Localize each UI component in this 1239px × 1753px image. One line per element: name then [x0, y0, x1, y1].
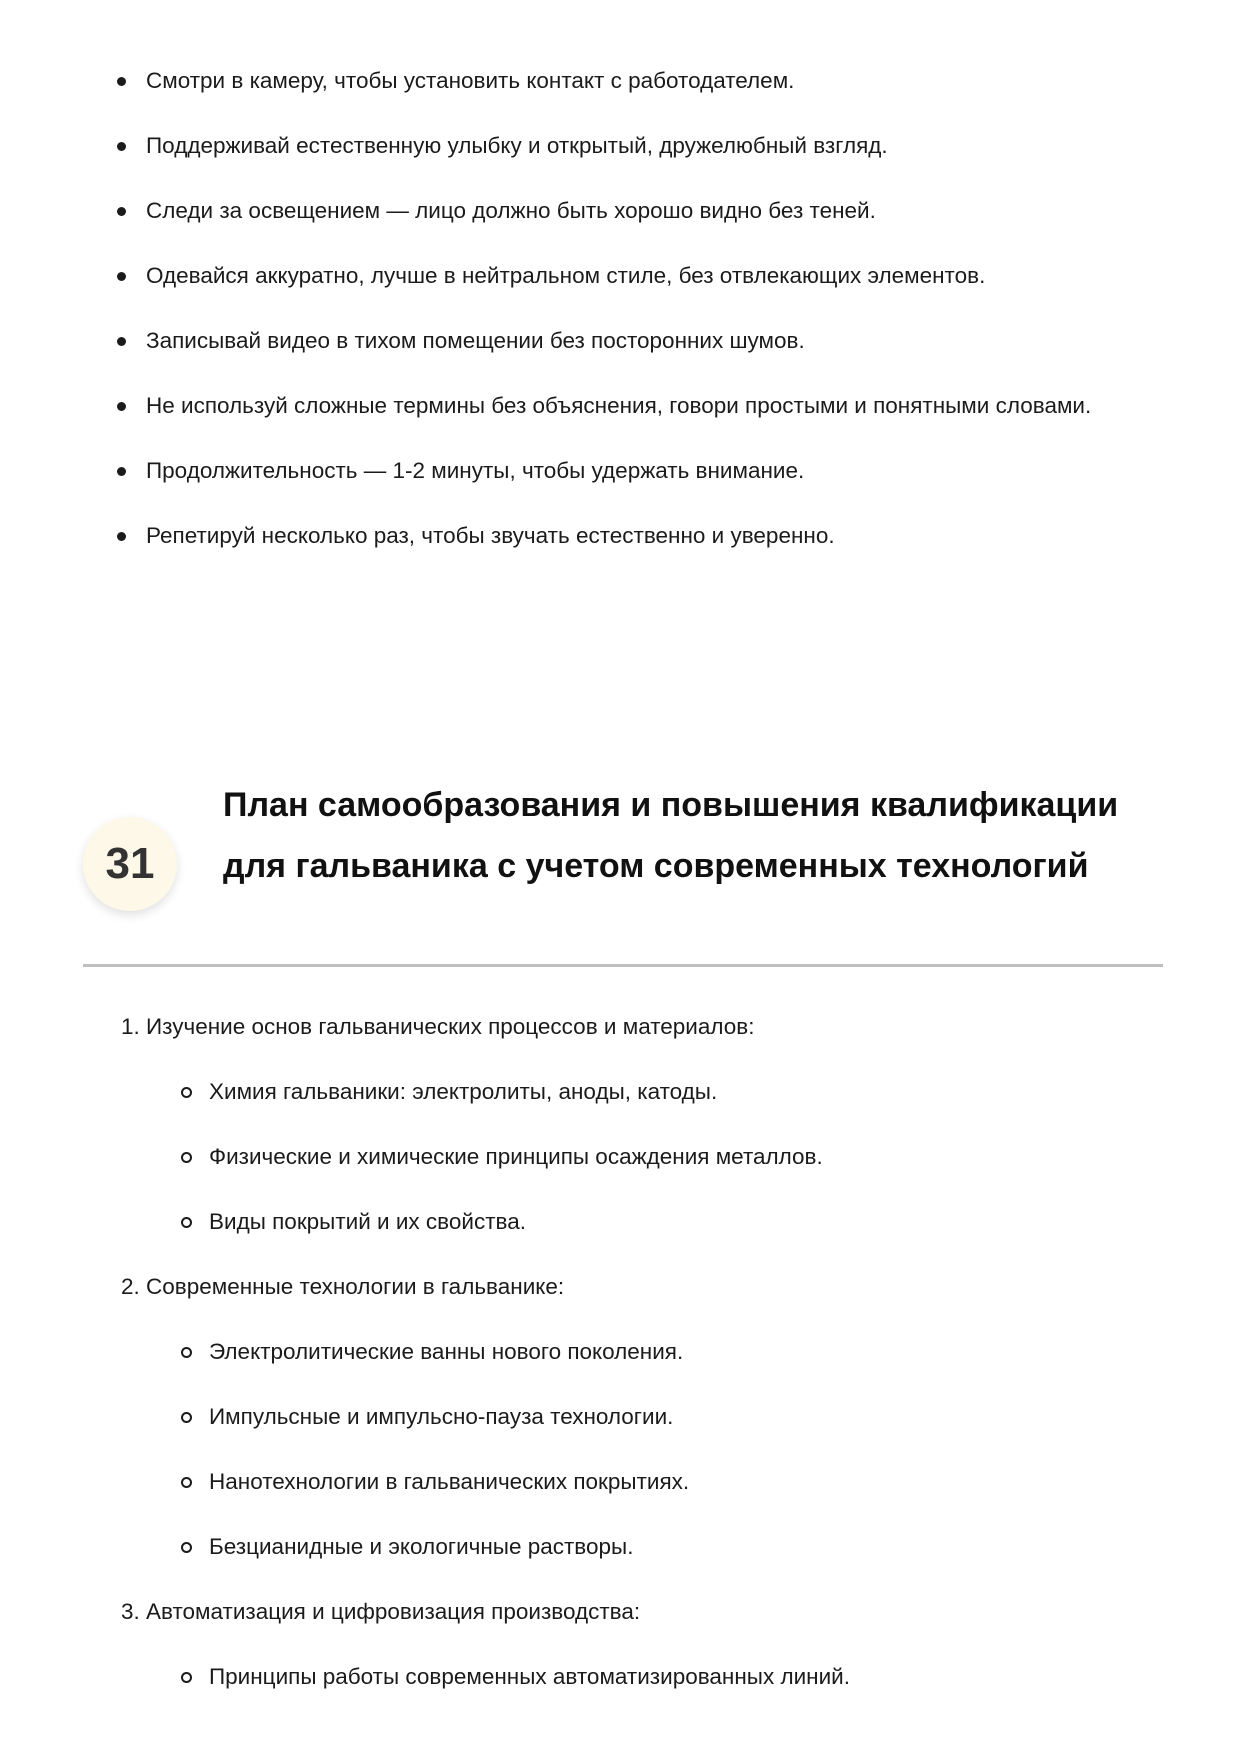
bullet-icon	[117, 77, 126, 86]
sub-item	[146, 1202, 1130, 1242]
bullet-icon	[117, 532, 126, 541]
list-item	[0, 451, 1130, 491]
circle-bullet-icon	[181, 1542, 192, 1553]
plan-item	[0, 1007, 1130, 1242]
list-item	[0, 61, 1130, 101]
circle-bullet-icon	[181, 1347, 192, 1358]
plan-list	[0, 1007, 1130, 1722]
sub-item	[146, 1332, 1130, 1372]
sub-item-text: Нанотехнологии в гальванических покрытиях.	[209, 1469, 690, 1494]
sub-item-text: Импульсные и импульсно-пауза технологии.	[209, 1404, 674, 1429]
list-item	[0, 256, 1130, 296]
list-item	[0, 126, 1130, 166]
plan-item-label: Автоматизация и цифровизация производства:	[146, 1599, 641, 1624]
plan-item-label: Современные технологии в гальванике:	[146, 1274, 565, 1299]
tip-text: Репетируй несколько раз, чтобы звучать естественно и уверенно.	[146, 523, 835, 548]
list-item	[0, 386, 1130, 426]
sub-item	[146, 1137, 1130, 1177]
sub-item-text: Принципы работы современных автоматизированных линий.	[209, 1664, 850, 1689]
section-number-badge: 31	[83, 817, 177, 911]
sub-item	[146, 1527, 1130, 1567]
plan-item	[0, 1592, 1130, 1697]
section-title: План самообразования и повышения квалификации для гальваника с учетом современных технологий	[223, 786, 1119, 885]
item-number: 2.	[121, 1274, 140, 1299]
bullet-icon	[117, 402, 126, 411]
circle-bullet-icon	[181, 1412, 192, 1423]
sub-item	[146, 1397, 1130, 1437]
item-number: 3.	[121, 1599, 140, 1624]
sub-item	[146, 1657, 1130, 1697]
sub-item-text: Физические и химические принципы осаждения металлов.	[209, 1144, 823, 1169]
bullet-icon	[117, 207, 126, 216]
bullet-icon	[117, 337, 126, 346]
item-number: 1.	[121, 1014, 140, 1039]
list-item	[0, 191, 1130, 231]
sub-item	[146, 1462, 1130, 1502]
circle-bullet-icon	[181, 1477, 192, 1488]
sub-item-text: Виды покрытий и их свойства.	[209, 1209, 526, 1234]
circle-bullet-icon	[181, 1087, 192, 1098]
tip-text: Записывай видео в тихом помещении без посторонних шумов.	[146, 328, 805, 353]
bullet-icon	[117, 142, 126, 151]
tip-text: Следи за освещением — лицо должно быть хорошо видно без теней.	[146, 198, 876, 223]
sub-item-text: Безцианидные и экологичные растворы.	[209, 1534, 634, 1559]
tip-text: Смотри в камеру, чтобы установить контакт с работодателем.	[146, 68, 795, 93]
bullet-icon	[117, 272, 126, 281]
tips-list	[0, 61, 1130, 581]
sub-item	[146, 1072, 1130, 1112]
tip-text: Поддерживай естественную улыбку и открытый, дружелюбный взгляд.	[146, 133, 888, 158]
bullet-icon	[117, 467, 126, 476]
plan-item	[0, 1267, 1130, 1567]
divider	[83, 964, 1163, 967]
plan-item-label: Изучение основ гальванических процессов и материалов:	[146, 1014, 755, 1039]
list-item	[0, 516, 1130, 556]
section-heading	[83, 770, 1163, 966]
circle-bullet-icon	[181, 1672, 192, 1683]
list-item	[0, 321, 1130, 361]
circle-bullet-icon	[181, 1217, 192, 1228]
circle-bullet-icon	[181, 1152, 192, 1163]
tip-text: Продолжительность — 1-2 минуты, чтобы удержать внимание.	[146, 458, 805, 483]
tip-text: Одевайся аккуратно, лучше в нейтральном стиле, без отвлекающих элементов.	[146, 263, 986, 288]
tip-text: Не используй сложные термины без объяснения, говори простыми и понятными словами.	[146, 393, 1092, 418]
sub-item-text: Электролитические ванны нового поколения.	[209, 1339, 684, 1364]
sub-item-text: Химия гальваники: электролиты, аноды, катоды.	[209, 1079, 718, 1104]
